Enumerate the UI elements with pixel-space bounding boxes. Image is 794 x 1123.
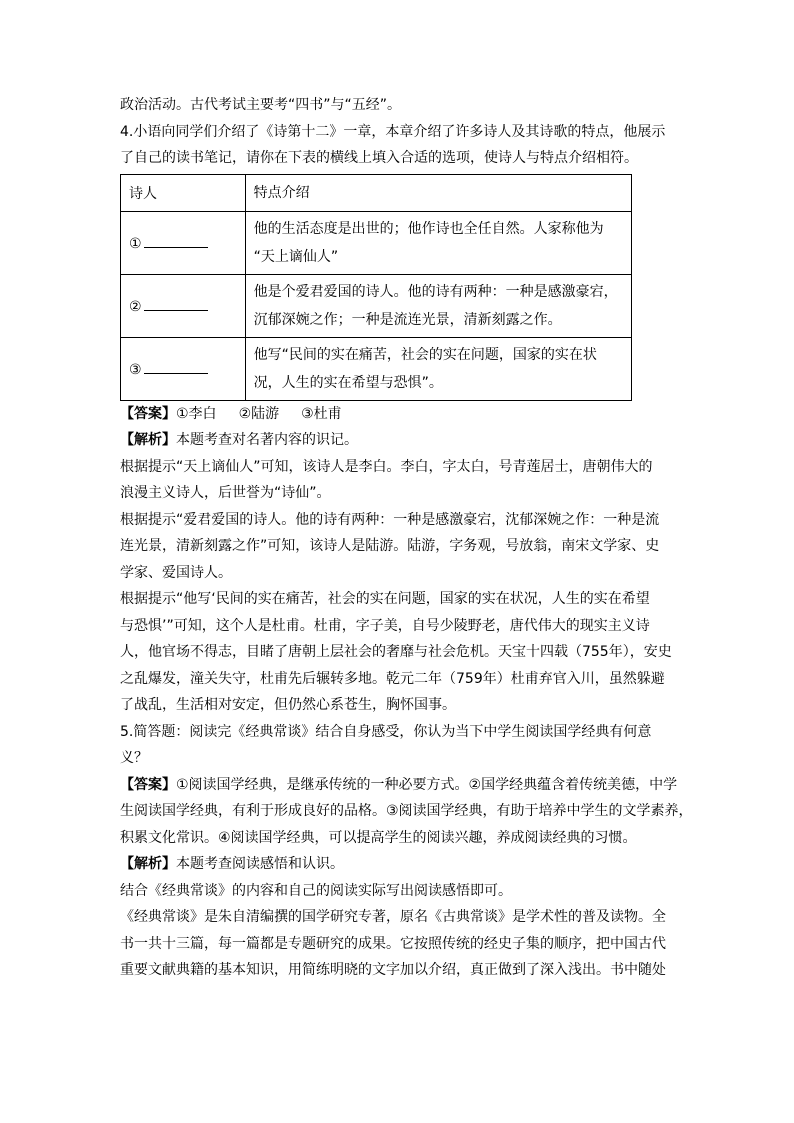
poet-blank-cell	[121, 211, 246, 274]
analysis-paragraph-line: 了战乱，生活相对安定，但仍然心系苍生，胸怀国事。	[120, 697, 456, 713]
description-line: “天上谪仙人”	[253, 248, 339, 265]
answer-paragraph-line: 积累文化常识。④阅读国学经典，可以提高学生的阅读兴趣，养成阅读经典的习惯。	[120, 829, 637, 846]
analysis-paragraph-line: 之乱爆发，潼关失守，杜甫先后辗转多地。乾元二年（759年）杜甫弃官入川，虽然躲避	[120, 670, 665, 687]
continuation-line: 政治活动。古代考试主要考“四书”与“五经”。	[120, 97, 402, 113]
description-line: 况，人生的实在希望与恐惧”。	[253, 374, 443, 391]
analysis-paragraph-line: 书一共十三篇，每一篇都是专题研究的成果。它按照传统的经史子集的顺序，把中国古代	[120, 935, 666, 952]
analysis-paragraph-line: 学家、爱国诗人。	[120, 564, 232, 581]
answer-blank	[144, 359, 208, 374]
answer-blank	[144, 233, 208, 248]
analysis-paragraph-line: 根据提示“天上谪仙人”可知，该诗人是李白。李白，字太白，号青莲居士，唐朝伟大的	[120, 458, 653, 475]
blank-marker: ②	[129, 299, 142, 315]
analysis-text: 本题考查对名著内容的识记。	[176, 432, 358, 448]
question-4-line-1: 4.小语向同学们介绍了《诗第十二》一章，本章介绍了许多诗人及其诗歌的特点，他展示	[120, 123, 666, 140]
table-header-row	[121, 174, 632, 211]
answer-text: ①阅读国学经典，是继承传统的一种必要方式。②国学经典蕴含着传统美德，中学	[176, 776, 678, 793]
description-line: 他的生活态度是出世的；他作诗也全任自然。人家称他为	[253, 220, 604, 237]
answer-paragraph-line: 生阅读国学经典，有利于形成良好的品格。③阅读国学经典，有助于培养中学生的文学素养，	[120, 803, 693, 819]
poet-table	[120, 174, 632, 401]
document-page	[120, 92, 693, 984]
answer-label: 【答案】	[120, 405, 176, 422]
poet-blank-cell	[121, 274, 246, 337]
analysis-paragraph-line: 浪漫主义诗人，后世誉为“诗仙”。	[120, 485, 331, 501]
answer-line	[120, 772, 680, 799]
analysis-line	[120, 851, 680, 878]
analysis-paragraph-line: 根据提示“爱君爱国的诗人。他的诗有两种：一种是感激豪宕，沈郁深婉之作：一种是流	[120, 511, 660, 528]
answer-3: ③杜甫	[301, 405, 342, 422]
description-line: 沉郁深婉之作；一种是流连光景，清新刻露之作。	[253, 311, 562, 328]
blank-marker: ③	[129, 362, 142, 378]
description-line: 他写“民间的实在痛苦，社会的实在问题，国家的实在状	[253, 346, 597, 363]
header-description: 特点介绍	[245, 174, 631, 211]
answer-blank	[144, 296, 208, 311]
answer-2: ②陆游	[238, 405, 280, 422]
question-4	[120, 119, 680, 719]
question-5-line-2: 义？	[120, 750, 148, 766]
question-4-line-2: 了自己的读书笔记，请你在下表的横线上填入合适的选项，使诗人与特点介绍相符。	[120, 150, 638, 166]
header-poet: 诗人	[121, 174, 246, 211]
analysis-paragraph-line: 连光景，清新刻露之作”可知，该诗人是陆游。陆游，字务观，号放翁，南宋文学家、史	[120, 538, 660, 554]
blank-marker: ①	[129, 236, 142, 252]
analysis-paragraph-line: 人，他官场不得志，目睹了唐朝上层社会的奢靡与社会危机。天宝十四载（755年），安史	[120, 644, 672, 660]
description-cell	[245, 211, 631, 274]
analysis-paragraph-line: 与恐惧’”可知，这个人是杜甫。杜甫，字子美，自号少陵野老，唐代伟大的现实主义诗	[120, 617, 650, 634]
answer-1: ①李白	[176, 405, 217, 422]
answer-line	[120, 401, 680, 428]
description-cell	[245, 274, 631, 337]
description-line: 他是个爱君爱国的诗人。他的诗有两种：一种是感激豪宕，	[253, 283, 618, 300]
analysis-paragraph-line: 重要文献典籍的基本知识，用简练明晓的文字加以介绍，真正做到了深入浅出。书中随处	[120, 962, 666, 978]
analysis-paragraph-line: 《经典常谈》是朱自清编撰的国学研究专著，原名《古典常谈》是学术性的普及读物。全	[120, 909, 666, 925]
analysis-text: 本题考查阅读感悟和认识。	[176, 856, 344, 872]
description-cell	[245, 337, 631, 400]
analysis-label: 【解析】	[120, 432, 176, 448]
analysis-paragraph-line: 根据提示“他写‘民间的实在痛苦，社会的实在问题，国家的实在状况，人生的实在希望	[120, 591, 650, 607]
analysis-label: 【解析】	[120, 856, 176, 872]
question-5-line-1: 5.简答题：阅读完《经典常谈》结合自身感受，你认为当下中学生阅读国学经典有何意	[120, 723, 652, 740]
analysis-paragraph-line: 结合《经典常谈》的内容和自己的阅读实际写出阅读感悟即可。	[120, 882, 512, 899]
poet-blank-cell	[121, 337, 246, 400]
answer-label: 【答案】	[120, 776, 176, 793]
table-row	[121, 274, 632, 337]
table-row	[121, 337, 632, 400]
analysis-line	[120, 427, 680, 454]
table-row	[121, 211, 632, 274]
question-5	[120, 719, 693, 984]
